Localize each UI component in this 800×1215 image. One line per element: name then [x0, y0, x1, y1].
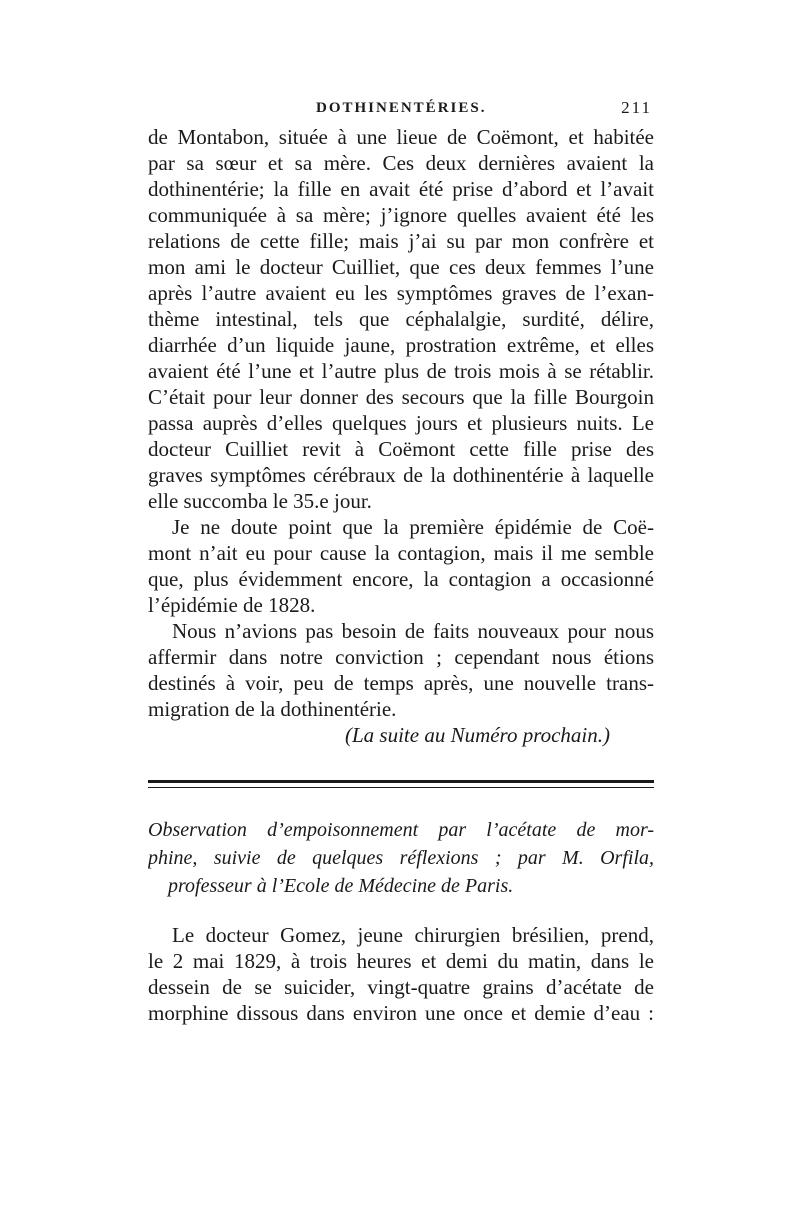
- text-line: après l’autre avaient eu les symptômes graves de l’exan-: [148, 281, 654, 305]
- text-line: Je ne doute point que la première épidémie de Coë-: [172, 515, 654, 539]
- text-line: graves symptômes cérébraux de la dothinentérie à laquelle: [148, 463, 654, 487]
- page-number: 211: [621, 98, 652, 117]
- text-line: migration de la dothinentérie.: [148, 697, 397, 721]
- text-line: mon ami le docteur Cuilliet, que ces deux femmes l’une: [148, 255, 654, 279]
- text-line: diarrhée d’un liquide jaune, prostration extrême, et elles: [148, 333, 654, 357]
- title-line: professeur à l’Ecole de Médecine de Paris.: [168, 875, 514, 897]
- text-line: que, plus évidemment encore, la contagion a occasionné: [148, 567, 654, 591]
- text-line: dessein de se suicider, vingt-quatre grains d’acétate de: [148, 975, 654, 999]
- text-line: docteur Cuilliet revit à Coëmont cette fille prise des: [148, 437, 654, 461]
- text-line: mont n’ait eu pour cause la contagion, mais il me semble: [148, 541, 654, 565]
- article-body: [148, 922, 654, 1026]
- text-line: thème intestinal, tels que céphalalgie, surdité, délire,: [148, 307, 654, 331]
- body-text: [148, 124, 654, 748]
- text-line: C’était pour leur donner des secours que la fille Bourgoin: [148, 385, 654, 409]
- text-line: le 2 mai 1829, à trois heures et demi du matin, dans le: [148, 949, 654, 973]
- page-header: [148, 98, 654, 122]
- text-line: morphine dissous dans environ une once et demie d’eau :: [148, 1001, 654, 1025]
- divider-rule-thin: [148, 787, 654, 788]
- continuation-note: (La suite au Numéro prochain.): [344, 723, 610, 747]
- text-line: avaient été l’une et l’autre plus de trois mois à se rétablir.: [148, 359, 654, 383]
- text-line: dothinentérie; la fille en avait été prise d’abord et l’avait: [148, 177, 654, 201]
- title-line: phine, suivie de quelques réflexions ; par M. Orfila,: [148, 847, 654, 869]
- text-line: passa auprès d’elles quelques jours et plusieurs nuits. Le: [148, 411, 654, 435]
- text-line: par sa sœur et sa mère. Ces deux dernières avaient la: [148, 151, 654, 175]
- text-line: Le docteur Gomez, jeune chirurgien brésilien, prend,: [172, 923, 654, 947]
- text-line: l’épidémie de 1828.: [148, 593, 316, 617]
- running-title: DOTHINENTÉRIES.: [316, 100, 487, 116]
- text-line: Nous n’avions pas besoin de faits nouveaux pour nous: [172, 619, 654, 643]
- text-line: de Montabon, située à une lieue de Coëmont, et habitée: [148, 125, 654, 149]
- text-line: elle succomba le 35.e jour.: [148, 489, 372, 513]
- section-divider: [148, 780, 654, 788]
- text-line: communiquée à sa mère; j’ignore quelles avaient été les: [148, 203, 654, 227]
- title-line: Observation d’empoisonnement par l’acétate de mor-: [148, 819, 654, 841]
- divider-rule-thick: [148, 780, 654, 783]
- text-line: relations de cette fille; mais j’ai su par mon confrère et: [148, 229, 654, 253]
- text-line: destinés à voir, peu de temps après, une nouvelle trans-: [148, 671, 654, 695]
- article-title: [148, 816, 654, 900]
- text-line: affermir dans notre conviction ; cependant nous étions: [148, 645, 654, 669]
